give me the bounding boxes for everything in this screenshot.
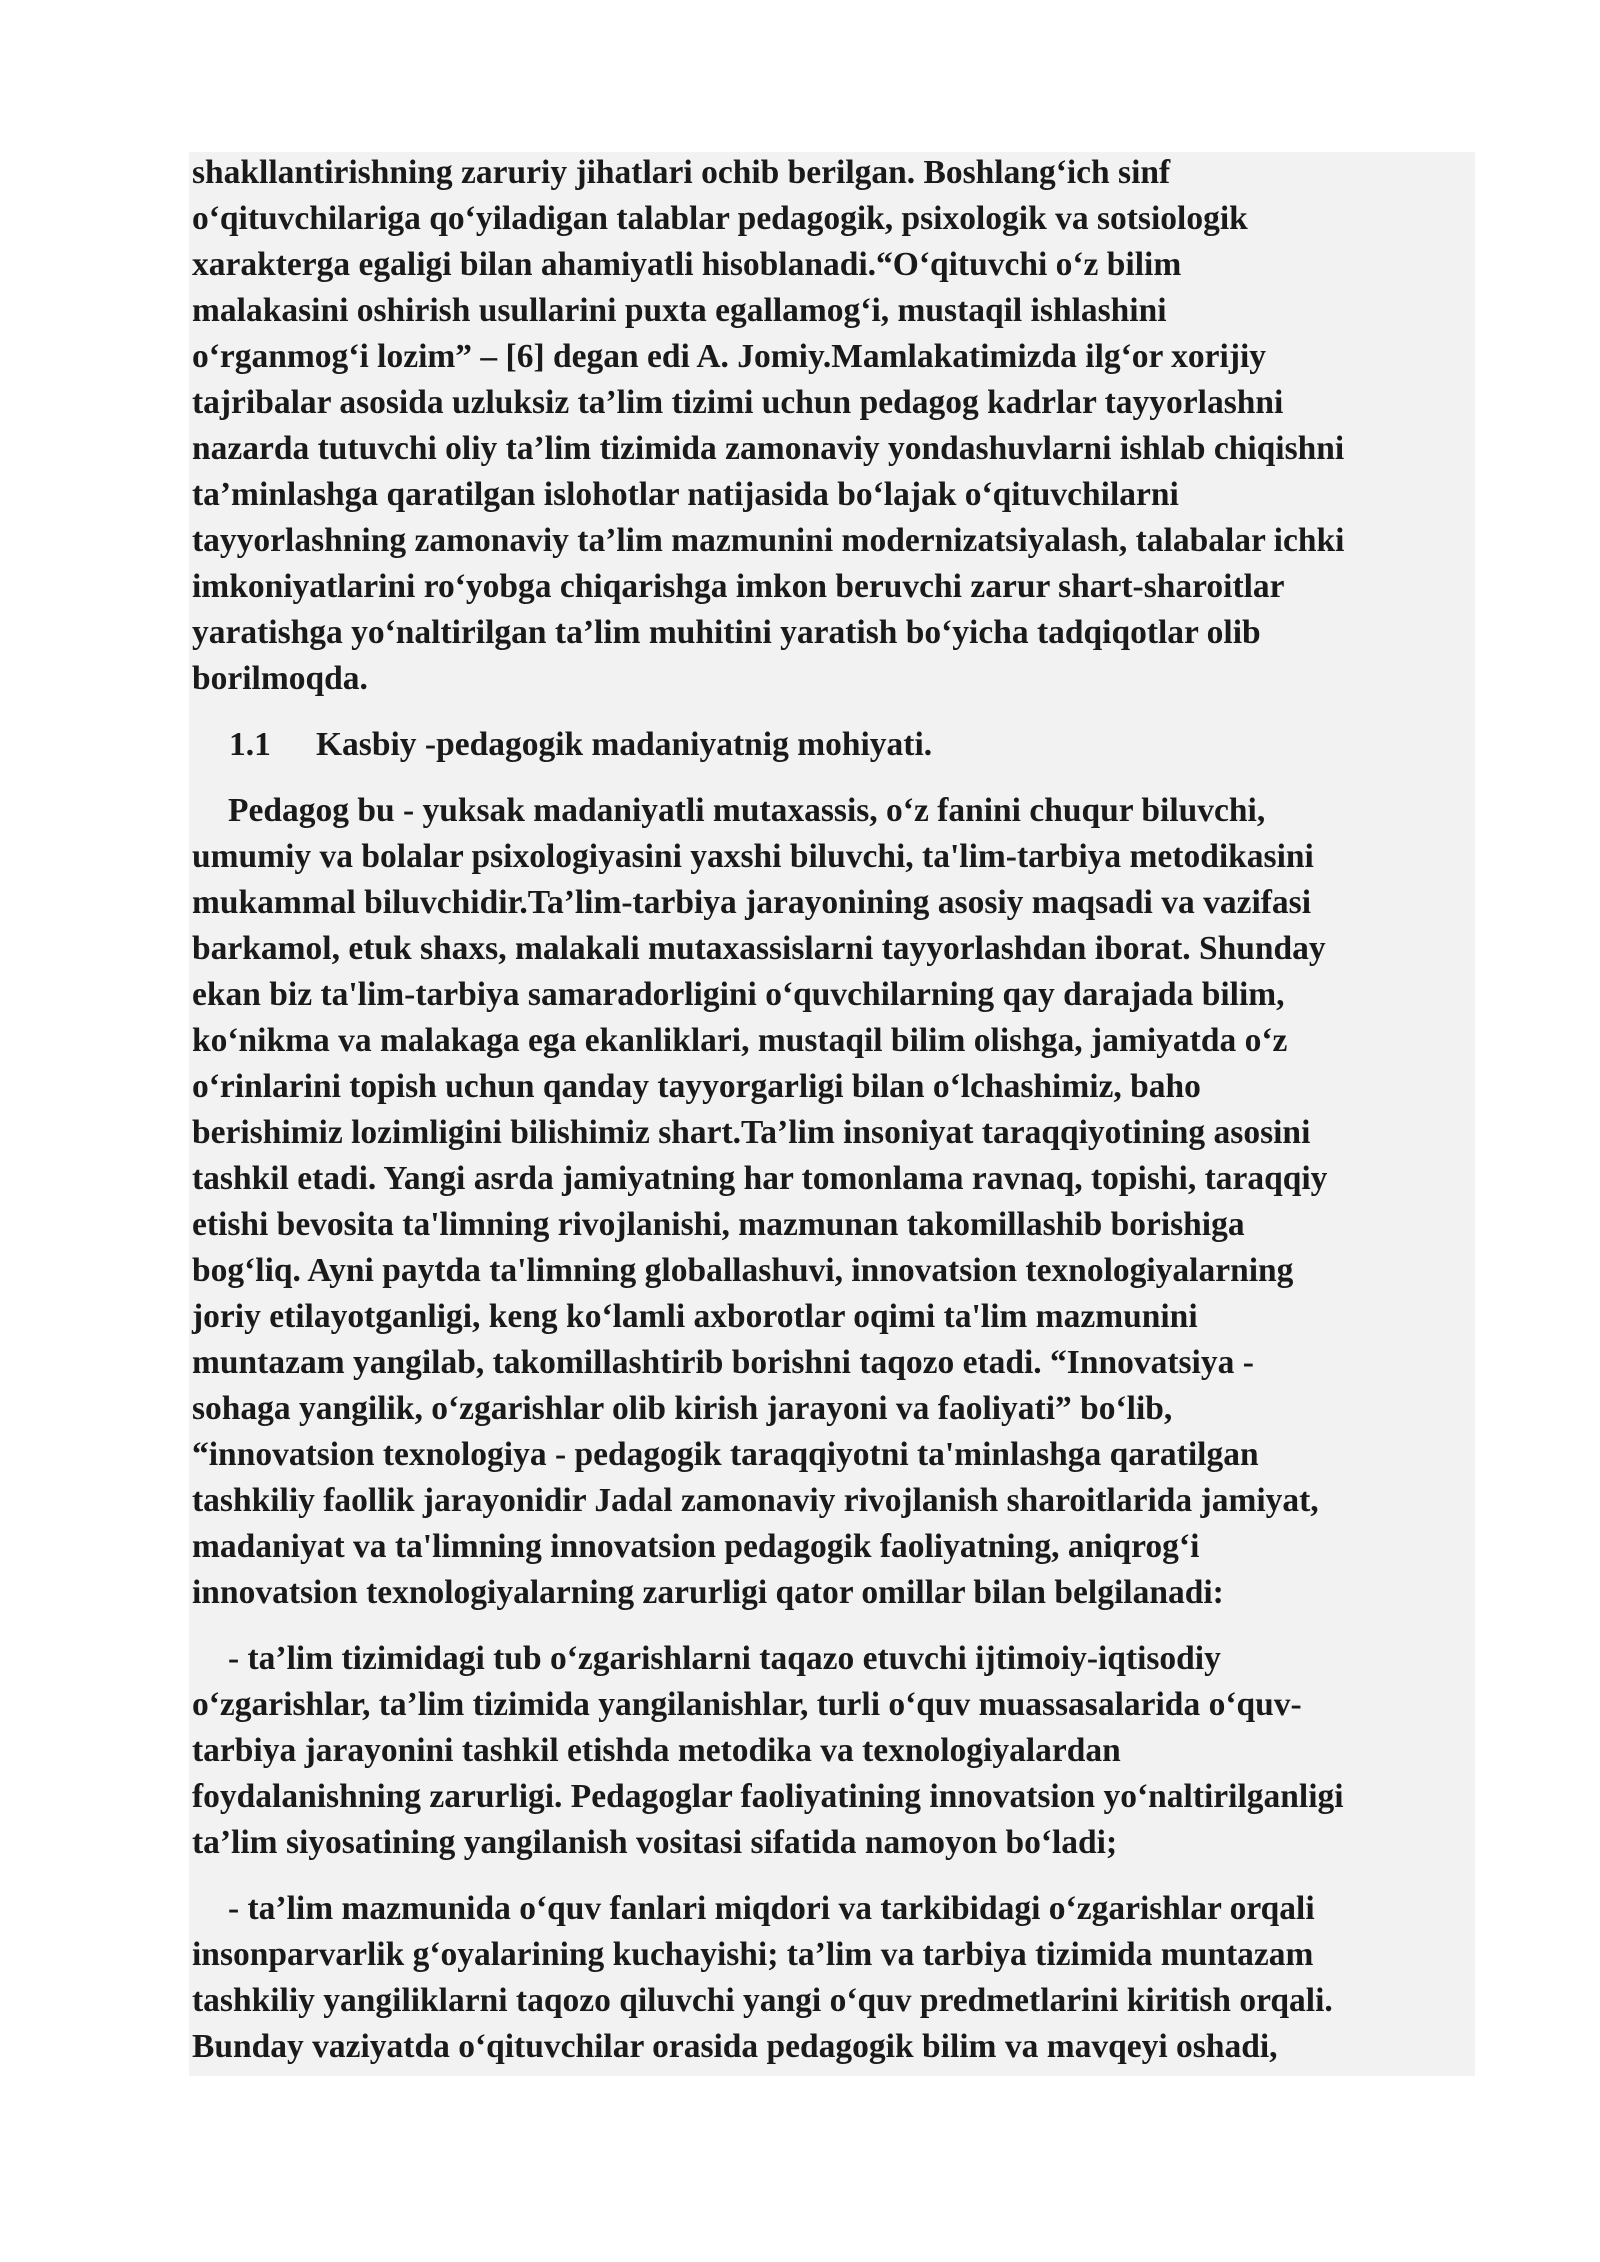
text-line: tayyorlashning zamonaviy ta’lim mazmunini modernizatsiyalash, talabalar ichki <box>192 522 1345 559</box>
text-line: borilmoqda. <box>192 660 368 697</box>
text-line: xarakterga egaligi bilan ahamiyatli hisoblanadi.“O‘qituvchi o‘z bilim <box>192 246 1182 283</box>
text-line: nazarda tutuvchi oliy ta’lim tizimida zamonaviy yondashuvlarni ishlab chiqishni <box>192 430 1345 467</box>
text-line: etishi bevosita ta'limning rivojlanishi, mazmunan takomillashib borishiga <box>192 1206 1245 1243</box>
paragraph-2 <box>192 788 1492 1616</box>
text-line: ekan biz ta'lim-tarbiya samaradorligini o‘quvchilarning qay darajada bilim, <box>192 976 1285 1013</box>
paragraph-3 <box>192 1636 1492 1866</box>
text-line: tashkil etadi. Yangi asrda jamiyatning har tomonlama ravnaq, topishi, taraqqiy <box>192 1160 1328 1197</box>
text-line: tashkiliy yangiliklarni taqozo qiluvchi yangi o‘quv predmetlarini kiritish orqali. <box>192 1982 1333 2019</box>
section-number: 1.1 <box>229 726 271 763</box>
text-line: joriy etilayotganligi, keng ko‘lamli axborotlar oqimi ta'lim mazmunini <box>192 1298 1198 1335</box>
paragraph-1 <box>192 150 1492 702</box>
text-line: imkoniyatlarini ro‘yobga chiqarishga imkon beruvchi zarur shart-sharoitlar <box>192 568 1285 605</box>
text-line: tarbiya jarayonini tashkil etishda metodika va texnologiyalardan <box>192 1732 1121 1769</box>
text-line: malakasini oshirish usullarini puxta egallamog‘i, mustaqil ishlashini <box>192 292 1167 329</box>
text-line: o‘qituvchilariga qo‘yiladigan talablar pedagogik, psixologik va sotsiologik <box>192 200 1248 237</box>
text-line: o‘rganmog‘i lozim” – [6] degan edi A. Jomiy.Mamlakatimizda ilg‘or xorijiy <box>192 338 1267 375</box>
text-line: ko‘nikma va malakaga ega ekanliklari, mustaqil bilim olishga, jamiyatda o‘z <box>192 1022 1288 1059</box>
text-line: madaniyat va ta'limning innovatsion pedagogik faoliyatning, aniqrog‘i <box>192 1528 1200 1565</box>
text-line: foydalanishning zarurligi. Pedagoglar faoliyatining innovatsion yo‘naltirilganligi <box>192 1778 1344 1815</box>
text-line: barkamol, etuk shaxs, malakali mutaxassislarni tayyorlashdan iborat. Shunday <box>192 930 1326 967</box>
paragraph-4 <box>192 1886 1492 2070</box>
text-line: “innovatsion texnologiya - pedagogik taraqqiyotni ta'minlashga qaratilgan <box>192 1436 1259 1473</box>
document-body <box>192 150 1492 2070</box>
text-line: muntazam yangilab, takomillashtirib borishni taqozo etadi. “Innovatsiya - <box>192 1344 1254 1381</box>
section-heading <box>192 722 1492 768</box>
text-line: insonparvarlik g‘oyalarining kuchayishi; ta’lim va tarbiya tizimida muntazam <box>192 1936 1314 1973</box>
text-line: tashkiliy faollik jarayonidir Jadal zamonaviy rivojlanish sharoitlarida jamiyat, <box>192 1482 1319 1519</box>
text-line: yaratishga yo‘naltirilgan ta’lim muhitini yaratish bo‘yicha tadqiqotlar olib <box>192 614 1261 651</box>
text-line: o‘zgarishlar, ta’lim tizimida yangilanishlar, turli o‘quv muassasalarida o‘quv- <box>192 1686 1302 1723</box>
text-line: bog‘liq. Ayni paytda ta'limning globallashuvi, innovatsion texnologiyalarning <box>192 1252 1294 1289</box>
text-line: ta’minlashga qaratilgan islohotlar natijasida bo‘lajak o‘qituvchilarni <box>192 476 1179 513</box>
text-line: innovatsion texnologiyalarning zarurligi qator omillar bilan belgilanadi: <box>192 1574 1224 1611</box>
text-line: - ta’lim mazmunida o‘quv fanlari miqdori va tarkibidagi o‘zgarishlar orqali <box>228 1890 1315 1927</box>
text-line: o‘rinlarini topish uchun qanday tayyorgarligi bilan o‘lchashimiz, baho <box>192 1068 1201 1105</box>
text-line: berishimiz lozimligini bilishimiz shart.Ta’lim insoniyat taraqqiyotining asosini <box>192 1114 1311 1151</box>
text-line: tajribalar asosida uzluksiz ta’lim tizimi uchun pedagog kadrlar tayyorlashni <box>192 384 1284 421</box>
text-line: Bunday vaziyatda o‘qituvchilar orasida pedagogik bilim va mavqeyi oshadi, <box>192 2028 1278 2065</box>
text-line: shakllantirishning zaruriy jihatlari ochib berilgan. Boshlang‘ich sinf <box>192 154 1171 191</box>
text-line: ta’lim siyosatining yangilanish vositasi sifatida namoyon bo‘ladi; <box>192 1824 1118 1861</box>
text-line: umumiy va bolalar psixologiyasini yaxshi biluvchi, ta'lim-tarbiya metodikasini <box>192 838 1314 875</box>
text-line: mukammal biluvchidir.Ta’lim-tarbiya jarayonining asosiy maqsadi va vazifasi <box>192 884 1311 921</box>
section-title: Kasbiy -pedagogik madaniyatnig mohiyati. <box>316 726 933 763</box>
text-line: Pedagog bu - yuksak madaniyatli mutaxassis, o‘z fanini chuqur biluvchi, <box>228 792 1266 829</box>
text-line: sohaga yangilik, o‘zgarishlar olib kirish jarayoni va faoliyati” bo‘lib, <box>192 1390 1173 1427</box>
text-line: - ta’lim tizimidagi tub o‘zgarishlarni taqazo etuvchi ijtimoiy-iqtisodiy <box>228 1640 1221 1677</box>
